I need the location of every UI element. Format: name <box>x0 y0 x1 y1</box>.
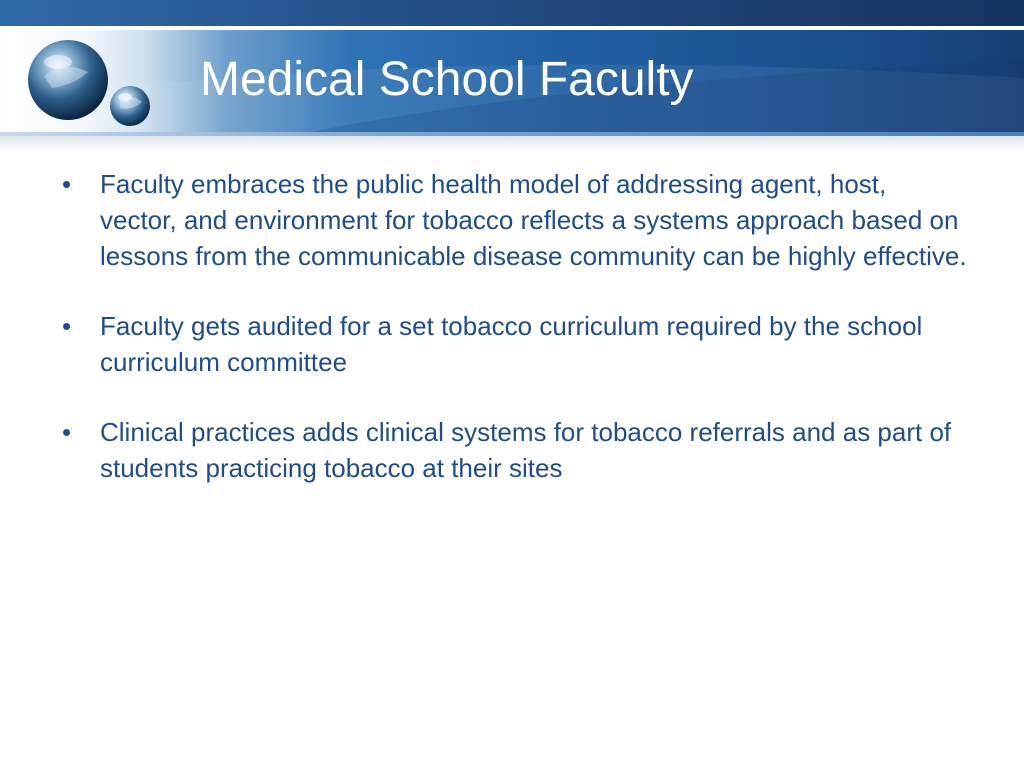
bullet-item <box>60 166 970 274</box>
bullet-text: Faculty embraces the public health model of addressing agent, host, vector, and environment for tobacco reflects a systems approach based on lessons from the communicable disease community can be highly effective. <box>100 169 967 271</box>
slide-title: Medical School Faculty <box>200 53 694 106</box>
bullet-marker: • <box>62 311 72 341</box>
bullet-text: Clinical practices adds clinical systems for tobacco referrals and as part of students practicing tobacco at their sites <box>100 417 952 483</box>
bullet-marker: • <box>62 417 72 447</box>
bullet-item <box>60 308 970 380</box>
top-header-strip <box>0 0 1024 28</box>
banner-shadow <box>0 136 1024 150</box>
globe-spheres-logo-icon <box>22 36 162 132</box>
bullet-marker: • <box>62 169 72 199</box>
slide-body <box>60 166 970 520</box>
bullet-item <box>60 414 970 486</box>
bullet-text: Faculty gets audited for a set tobacco curriculum required by the school curriculum committee <box>100 311 923 377</box>
bullet-list <box>60 166 970 486</box>
